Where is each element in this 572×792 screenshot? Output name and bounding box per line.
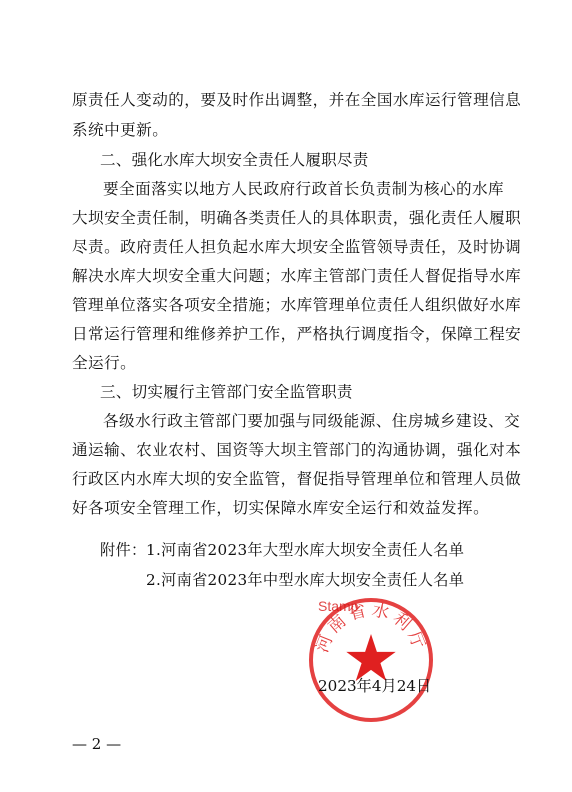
body-line-13: 通运输、农业农村、国资等大坝主管部门的沟通协调，强化对本 <box>72 441 522 459</box>
body-line-5: 大坝安全责任制，明确各类责任人的具体职责，强化责任人履职 <box>72 209 522 227</box>
seal-star-icon <box>346 634 395 681</box>
body-line-12: 各级水行政主管部门要加强与同级能源、住房城乡建设、交 <box>103 412 521 430</box>
body-line-1: 原责任人变动的，要及时作出调整，并在全国水库运行管理信息 <box>72 91 522 109</box>
attachment-item-2: 2.河南省2023年中型水库大坝安全责任人名单 <box>146 571 465 589</box>
body-line-14: 行政区内水库大坝的安全监管，督促指导管理单位和管理人员做 <box>72 470 522 488</box>
issue-date: 2023年4月24日 <box>318 677 432 695</box>
body-line-8: 管理单位落实各项安全措施；水库管理单位责任人组织做好水库 <box>72 296 522 314</box>
body-line-10: 全运行。 <box>72 354 137 372</box>
attachment-item-1: 1.河南省2023年大型水库大坝安全责任人名单 <box>146 541 465 559</box>
body-line-15: 好各项安全管理工作，切实保障水库安全运行和效益发挥。 <box>72 499 490 517</box>
body-line-2: 系统中更新。 <box>72 121 169 139</box>
section-heading-2: 二、强化水库大坝安全责任人履职尽责 <box>100 151 369 169</box>
seal-text-path: 河南省水利厅 <box>312 600 430 656</box>
attachments-label: 附件： <box>100 541 147 559</box>
body-line-7: 解决水库大坝安全重大问题；水库主管部门责任人督促指导水库 <box>72 267 522 285</box>
stamp-word: Stamp <box>318 598 359 614</box>
body-line-9: 日常运行管理和维修养护工作，严格执行调度指令，保障工程安 <box>72 325 522 343</box>
page-number: — 2 — <box>72 735 122 753</box>
body-line-4: 要全面落实以地方人民政府行政首长负责制为核心的水库 <box>103 180 505 198</box>
section-heading-3: 三、切实履行主管部门安全监管职责 <box>100 383 353 401</box>
body-line-6: 尽责。政府责任人担负起水库大坝安全监管领导责任，及时协调 <box>72 238 522 256</box>
